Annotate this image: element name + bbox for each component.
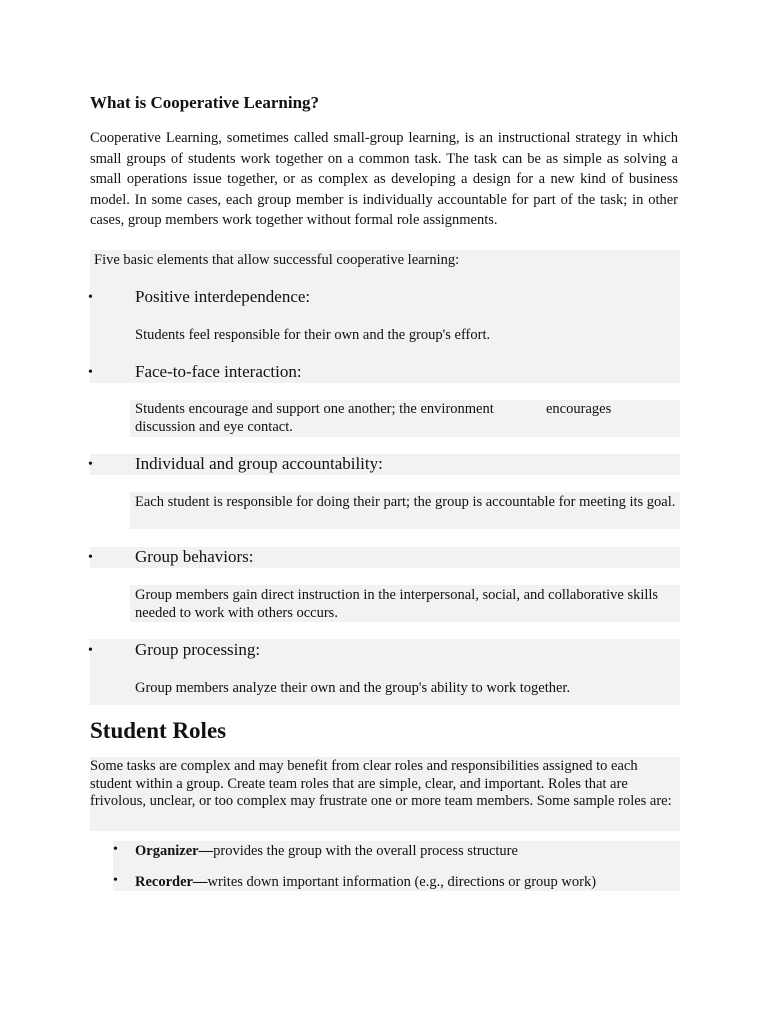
element-title-group-behaviors: Group behaviors:: [135, 547, 254, 566]
role-desc: writes down important information (e.g., directions or group work): [207, 874, 597, 890]
element-desc-group-behaviors: Group members gain direct instruction in the interpersonal, social, and collaborative skills needed to work with others occurs.: [135, 587, 659, 621]
element-desc-face-to-face-line2: discussion and eye contact.: [135, 419, 293, 435]
role-name: Recorder—: [135, 874, 208, 890]
bullet-icon: •: [88, 290, 93, 305]
role-item-recorder: [135, 872, 596, 892]
bullet-icon: •: [88, 457, 93, 472]
bullet-icon: •: [113, 873, 118, 888]
element-desc-group-processing: Group members analyze their own and the group's ability to work together.: [135, 680, 571, 696]
bullet-icon: •: [88, 643, 93, 658]
element-desc-face-to-face-line1: Students encourage and support one another; the environment: [135, 401, 494, 417]
bullet-icon: •: [113, 842, 118, 857]
role-desc: provides the group with the overall process structure: [213, 843, 518, 859]
page-title: What is Cooperative Learning?: [90, 93, 320, 112]
elements-intro: Five basic elements that allow successful cooperative learning:: [94, 252, 460, 268]
element-desc-accountability: Each student is responsible for doing their part; the group is accountable for meeting its goal.: [135, 494, 676, 510]
element-title-positive-interdependence: Positive interdependence:: [135, 287, 311, 306]
role-item-organizer: [135, 841, 518, 861]
section-title-student-roles: Student Roles: [90, 718, 227, 743]
roles-paragraph: Some tasks are complex and may benefit from clear roles and responsibilities assigned to each student within a group. Create team roles that are simple, clear, and important. Roles that are frivolous, unclear, or too complex may frustrate one or more team members. Some sample roles are:: [90, 758, 672, 809]
intro-paragraph: Cooperative Learning, sometimes called small-group learning, is an instructional strategy in which small groups of students work together on a common task. The task can be as simple as solving a small operations issue together, or as complex as developing a design for a new kind of business model. In some cases, each group member is individually accountable for part of the task; in other cases, group members work together without formal role assignments.: [90, 130, 678, 228]
element-title-face-to-face: Face-to-face interaction:: [135, 362, 302, 381]
element-desc-face-to-face-word: encourages: [546, 401, 612, 417]
element-desc-positive-interdependence: Students feel responsible for their own and the group's effort.: [135, 327, 491, 343]
element-title-group-processing: Group processing:: [135, 640, 261, 659]
element-title-accountability: Individual and group accountability:: [135, 454, 383, 473]
bullet-icon: •: [88, 365, 93, 380]
bullet-icon: •: [88, 550, 93, 565]
role-name: Organizer—: [135, 843, 214, 859]
